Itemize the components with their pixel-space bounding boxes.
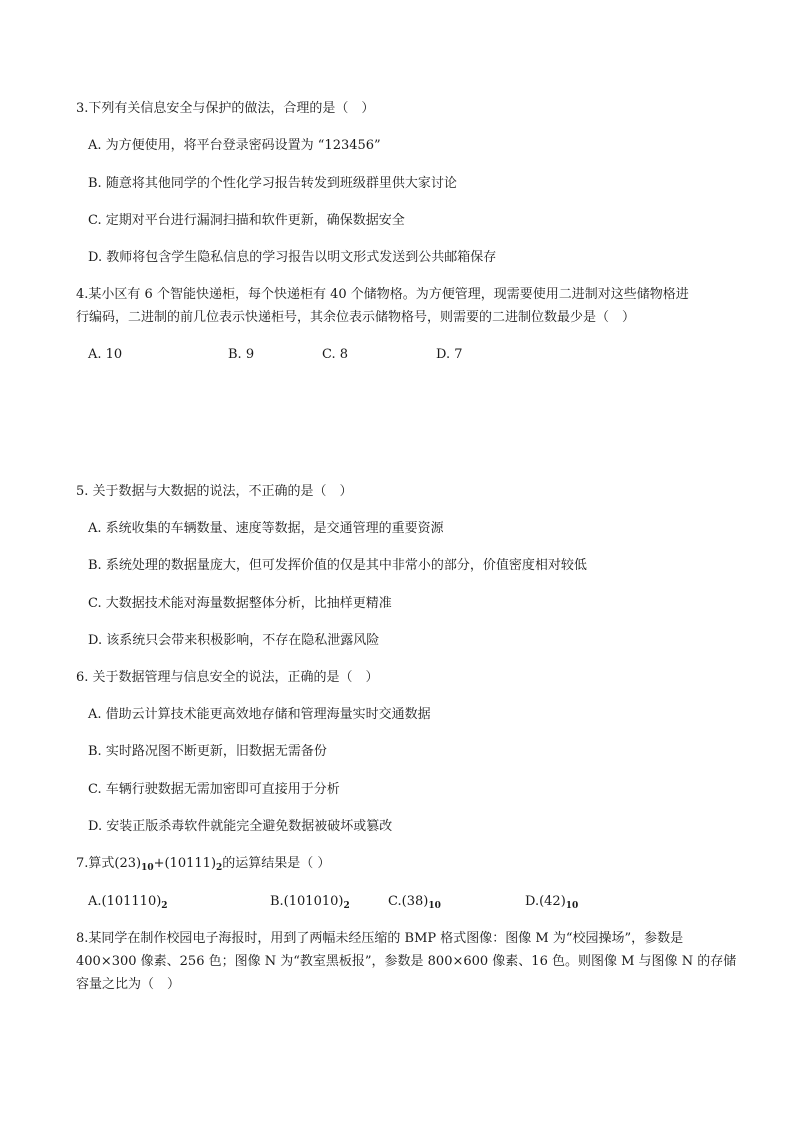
q6-stem: 6. 关于数据管理与信息安全的说法，正确的是（ ）: [76, 670, 379, 685]
q4-option-b: B. 9: [228, 347, 255, 362]
q4-option-d: D. 7: [436, 347, 463, 362]
q4-option-a: A. 10: [88, 347, 123, 362]
q3-option-c: C. 定期对平台进行漏洞扫描和软件更新，确保数据安全: [88, 213, 405, 228]
q3-option-a: A. 为方便使用，将平台登录密码设置为 “123456”: [88, 138, 381, 153]
q8-stem-line2: 400×300 像素、256 色；图像 N 为“教室黑板报”，参数是 800×600 像素、16 色。则图像 M 与图像 N 的存储: [76, 954, 737, 969]
q7-stem-suffix: 的运算结果是（ ）: [222, 856, 331, 871]
q3-option-b: B. 随意将其他同学的个性化学习报告转发到班级群里供大家讨论: [88, 176, 457, 191]
q6-option-a: A. 借助云计算技术能更高效地存储和管理海量实时交通数据: [88, 707, 431, 722]
q7-option-a: $A.(101110)_2$: [88, 894, 168, 911]
q6-option-d: D. 安装正版杀毒软件就能完全避免数据被破坏或篡改: [88, 819, 393, 834]
q7-stem-base2: 2: [216, 863, 223, 873]
q4-stem-line1: 4.某小区有 6 个智能快递柜，每个快递柜有 40 个储物格。为方便管理，现需要使用二进制对这些储物格进: [76, 287, 689, 302]
q3-option-d: D. 教师将包含学生隐私信息的学习报告以明文形式发送到公共邮箱保存: [88, 250, 497, 265]
q7-stem-prefix: 7.算式(23): [76, 856, 142, 871]
q6-option-c: C. 车辆行驶数据无需加密即可直接用于分析: [88, 782, 340, 797]
q4-stem-line2: 行编码，二进制的前几位表示快递柜号，其余位表示储物格号，则需要的二进制位数最少是（ ）: [76, 310, 636, 325]
q5-option-c: C. 大数据技术能对海量数据整体分析，比抽样更精准: [88, 596, 392, 611]
q5-stem: 5. 关于数据与大数据的说法，不正确的是（ ）: [76, 484, 353, 499]
q5-option-b: B. 系统处理的数据量庞大，但可发挥价值的仅是其中非常小的部分，价值密度相对较低: [88, 558, 587, 573]
q8-stem-line3: 容量之比为（ ）: [76, 977, 181, 992]
q7-stem-base1: 10: [141, 863, 154, 873]
q7-stem-mid: +(10111): [153, 856, 217, 871]
q6-option-b: B. 实时路况图不断更新，旧数据无需备份: [88, 744, 327, 759]
q5-option-d: D. 该系统只会带来积极影响，不存在隐私泄露风险: [88, 633, 380, 648]
q8-stem-line1: 8.某同学在制作校园电子海报时，用到了两幅未经压缩的 BMP 格式图像：图像 M 为“校园操场”，参数是: [76, 931, 684, 946]
q3-stem: 3.下列有关信息安全与保护的做法，合理的是（ ）: [76, 101, 375, 116]
q7-option-d: $D.(42)_{10}$: [525, 894, 579, 911]
q7-stem: [76, 856, 330, 876]
q7-option-c: $C.(38)_{10}$: [388, 894, 441, 911]
q7-option-b: $B.(101010)_2$: [270, 894, 350, 911]
q4-option-c: C. 8: [322, 347, 349, 362]
q5-option-a: A. 系统收集的车辆数量、速度等数据，是交通管理的重要资源: [88, 521, 444, 536]
